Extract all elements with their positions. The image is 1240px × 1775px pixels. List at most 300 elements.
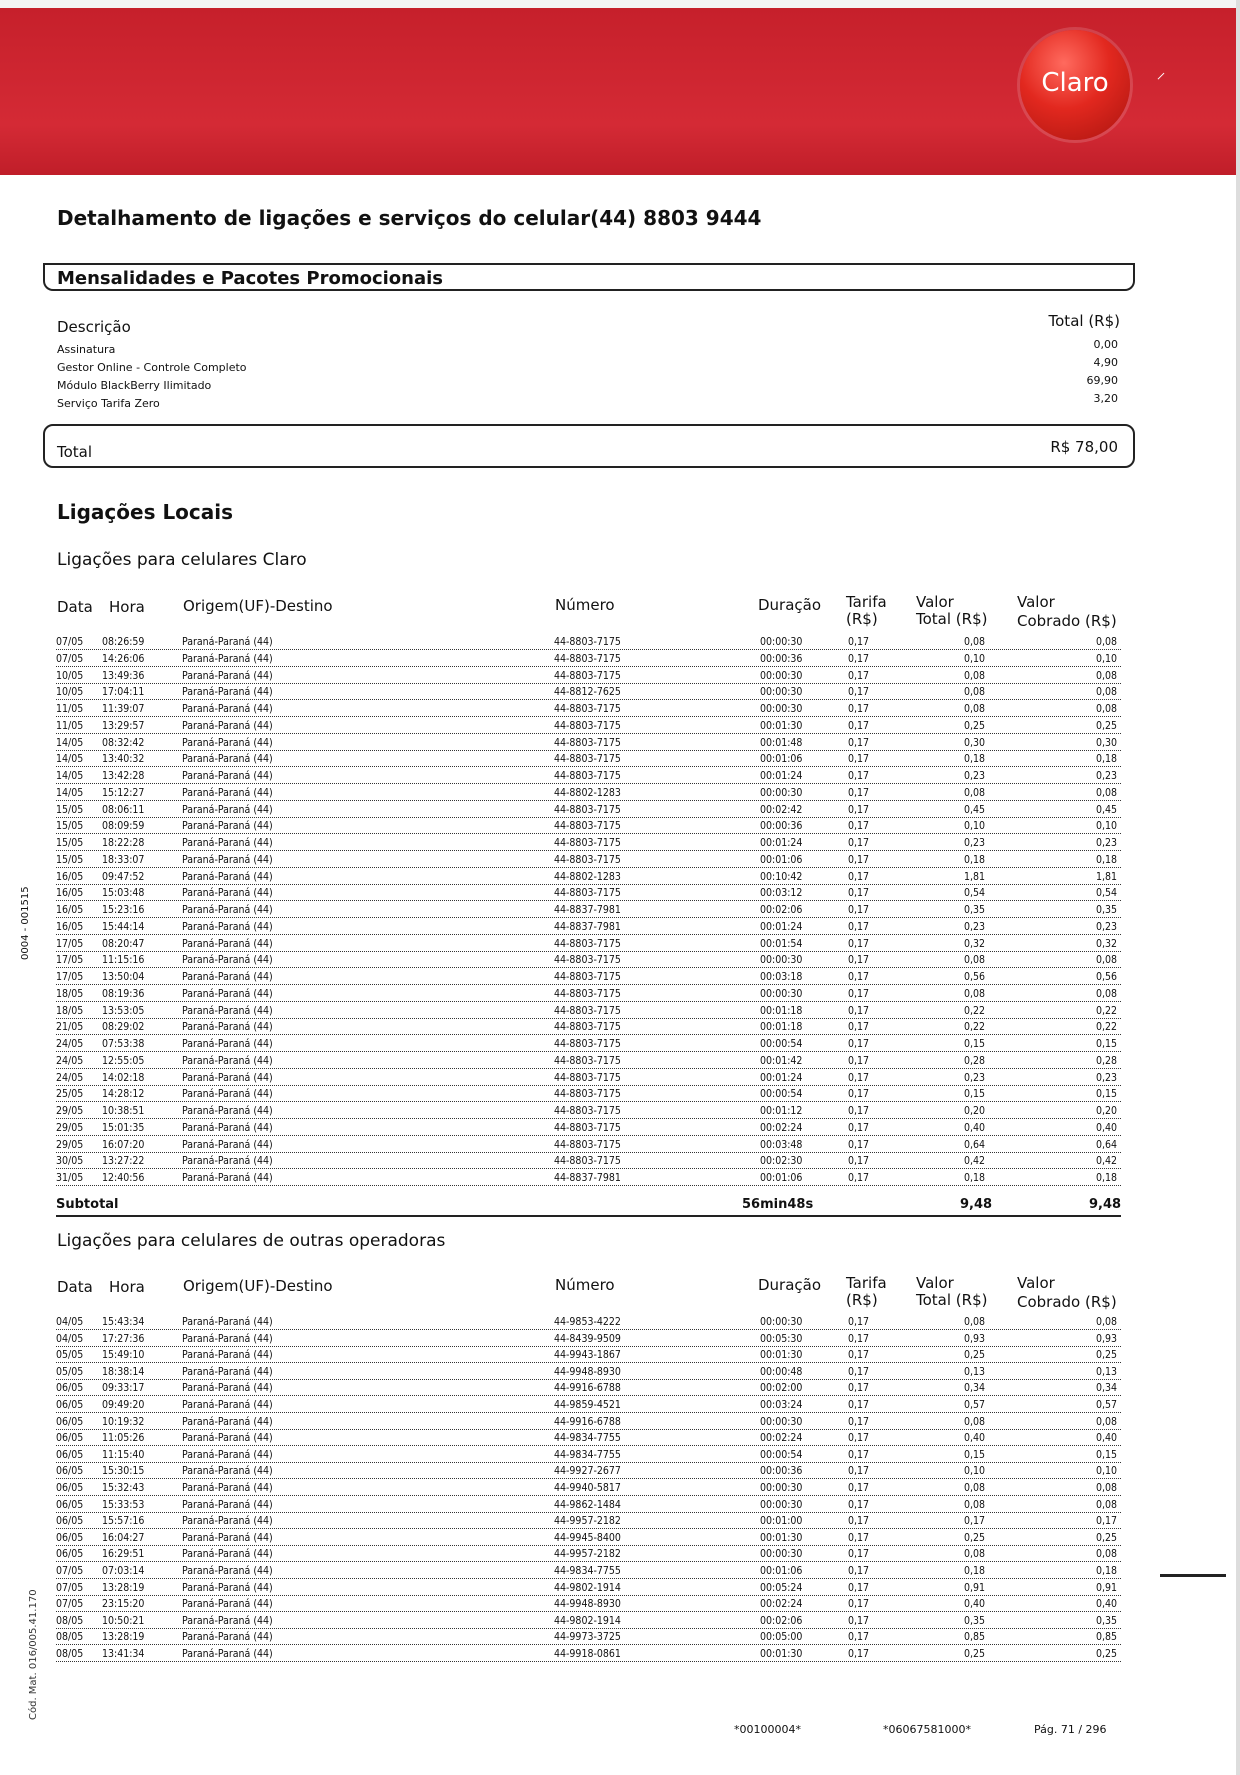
call-value-total: 0,08 [964, 1498, 986, 1511]
call-hour: 13:40:32 [102, 753, 145, 766]
table-row [56, 970, 1121, 985]
col-origem: Origem(UF)-Destino [183, 597, 333, 615]
call-value-charged: 0,25 [1096, 719, 1118, 732]
call-value-charged: 0,34 [1096, 1382, 1118, 1395]
call-origin: Paraná-Paraná (44) [182, 1004, 273, 1017]
call-origin: Paraná-Paraná (44) [182, 1105, 273, 1117]
call-tariff: 0,17 [848, 1548, 870, 1561]
call-hour: 15:43:34 [102, 1316, 145, 1328]
call-tariff: 0,17 [848, 686, 870, 699]
call-value-charged: 0,22 [1096, 1021, 1118, 1034]
call-value-charged: 0,23 [1096, 770, 1118, 782]
call-date: 10/05 [56, 669, 84, 682]
call-date: 06/05 [56, 1415, 84, 1428]
call-origin: Paraná-Paraná (44) [182, 853, 273, 866]
call-origin: Paraná-Paraná (44) [182, 1038, 273, 1050]
call-number: 44-8803-7175 [554, 937, 621, 950]
call-value-charged: 0,85 [1096, 1631, 1118, 1644]
call-hour: 16:07:20 [102, 1138, 145, 1151]
call-date: 05/05 [56, 1349, 84, 1362]
call-value-total: 0,08 [964, 954, 986, 967]
call-value-charged: 0,08 [1096, 1548, 1118, 1561]
call-number: 44-9853-4222 [554, 1316, 621, 1328]
call-value-total: 0,08 [964, 786, 986, 799]
call-hour: 10:19:32 [102, 1415, 145, 1428]
table-row [56, 1614, 1121, 1629]
call-number: 44-9945-8400 [554, 1531, 621, 1544]
call-tariff: 0,17 [848, 1432, 870, 1445]
table-row [56, 1154, 1121, 1169]
table-row [56, 1464, 1121, 1479]
call-duration: 00:00:36 [760, 1465, 803, 1478]
table-row [56, 1104, 1121, 1119]
table-row [56, 635, 1121, 650]
col-numero: Número [555, 596, 615, 614]
call-tariff: 0,17 [848, 770, 870, 782]
section-claro-heading: Ligações para celulares Claro [57, 550, 307, 570]
call-value-total: 0,08 [964, 1415, 986, 1428]
call-tariff: 0,17 [848, 1138, 870, 1151]
call-hour: 15:30:15 [102, 1465, 145, 1478]
call-origin: Paraná-Paraná (44) [182, 719, 273, 732]
table-row [56, 1630, 1121, 1645]
call-tariff: 0,17 [848, 1155, 870, 1168]
call-origin: Paraná-Paraná (44) [182, 1071, 273, 1084]
call-hour: 11:39:07 [102, 703, 145, 715]
call-duration: 00:00:30 [760, 703, 803, 715]
call-value-charged: 0,08 [1096, 703, 1118, 715]
call-number: 44-8803-7175 [554, 1088, 621, 1101]
call-origin: Paraná-Paraná (44) [182, 1548, 273, 1561]
call-value-charged: 0,08 [1096, 636, 1118, 648]
call-origin: Paraná-Paraná (44) [182, 1581, 273, 1594]
call-tariff: 0,17 [848, 1565, 870, 1577]
call-value-total: 0,08 [964, 1316, 986, 1328]
call-number: 44-8837-7981 [554, 920, 621, 933]
table-row [56, 1171, 1121, 1186]
call-duration: 00:00:30 [760, 1415, 803, 1428]
call-duration: 00:05:30 [760, 1332, 803, 1345]
call-value-charged: 0,15 [1096, 1038, 1118, 1050]
table-row [56, 769, 1121, 784]
call-origin: Paraná-Paraná (44) [182, 837, 273, 849]
call-duration: 00:01:30 [760, 1648, 803, 1660]
call-value-total: 0,42 [964, 1155, 986, 1168]
call-duration: 00:00:30 [760, 954, 803, 967]
col-tarifa-unit: (R$) [846, 1291, 878, 1309]
call-origin: Paraná-Paraná (44) [182, 736, 273, 749]
call-value-total: 0,23 [964, 920, 986, 933]
call-hour: 15:23:16 [102, 904, 145, 916]
call-hour: 13:41:34 [102, 1648, 145, 1660]
call-value-charged: 0,08 [1096, 1316, 1118, 1328]
table-row [56, 1498, 1121, 1513]
logo-text: Claro [1041, 68, 1109, 98]
call-value-charged: 0,23 [1096, 920, 1118, 933]
call-number: 44-9948-8930 [554, 1598, 621, 1611]
call-value-charged: 0,23 [1096, 1071, 1118, 1084]
call-number: 44-9834-7755 [554, 1448, 621, 1461]
table-row [56, 1564, 1121, 1579]
call-date: 06/05 [56, 1399, 84, 1411]
call-value-charged: 0,40 [1096, 1598, 1118, 1611]
call-number: 44-8803-7175 [554, 652, 621, 665]
call-origin: Paraná-Paraná (44) [182, 971, 273, 983]
call-number: 44-8837-7981 [554, 904, 621, 916]
call-value-total: 0,40 [964, 1598, 986, 1611]
call-tariff: 0,17 [848, 1648, 870, 1660]
call-origin: Paraná-Paraná (44) [182, 803, 273, 816]
col-data: Data [57, 1278, 93, 1296]
table-row [56, 886, 1121, 901]
call-value-total: 0,57 [964, 1399, 986, 1411]
call-origin: Paraná-Paraná (44) [182, 1155, 273, 1168]
call-number: 44-8803-7175 [554, 1021, 621, 1034]
call-number: 44-9943-1867 [554, 1349, 621, 1362]
call-tariff: 0,17 [848, 1598, 870, 1611]
call-hour: 07:53:38 [102, 1038, 145, 1050]
call-value-charged: 0,30 [1096, 736, 1118, 749]
call-value-total: 0,25 [964, 1349, 986, 1362]
call-number: 44-8803-7175 [554, 770, 621, 782]
call-duration: 00:00:54 [760, 1038, 803, 1050]
call-value-charged: 0,32 [1096, 937, 1118, 950]
call-tariff: 0,17 [848, 1531, 870, 1544]
call-date: 25/05 [56, 1088, 84, 1101]
col-valor-cobrado-unit: Cobrado (R$) [1017, 1293, 1117, 1311]
call-duration: 00:01:06 [760, 853, 803, 866]
call-value-total: 0,18 [964, 1172, 986, 1184]
call-hour: 15:03:48 [102, 887, 145, 900]
call-value-charged: 0,08 [1096, 786, 1118, 799]
call-tariff: 0,17 [848, 1399, 870, 1411]
call-tariff: 0,17 [848, 1498, 870, 1511]
call-date: 16/05 [56, 920, 84, 933]
call-duration: 00:05:00 [760, 1631, 803, 1644]
call-duration: 00:01:54 [760, 937, 803, 950]
call-hour: 13:28:19 [102, 1631, 145, 1644]
call-duration: 00:01:24 [760, 1071, 803, 1084]
call-tariff: 0,17 [848, 887, 870, 900]
call-duration: 00:01:24 [760, 837, 803, 849]
call-origin: Paraná-Paraná (44) [182, 636, 273, 648]
call-date: 24/05 [56, 1054, 84, 1067]
call-origin: Paraná-Paraná (44) [182, 1432, 273, 1445]
call-hour: 14:02:18 [102, 1071, 145, 1084]
table-row [56, 685, 1121, 700]
call-number: 44-9973-3725 [554, 1631, 621, 1644]
call-date: 14/05 [56, 736, 84, 749]
call-tariff: 0,17 [848, 1054, 870, 1067]
subtotal-row [56, 1193, 1121, 1217]
call-date: 05/05 [56, 1365, 84, 1378]
call-tariff: 0,17 [848, 652, 870, 665]
call-hour: 08:26:59 [102, 636, 145, 648]
call-value-charged: 0,25 [1096, 1531, 1118, 1544]
table-row [56, 1431, 1121, 1446]
call-hour: 13:42:28 [102, 770, 145, 782]
table-row [56, 853, 1121, 868]
call-number: 44-8803-7175 [554, 1054, 621, 1067]
call-tariff: 0,17 [848, 1614, 870, 1627]
call-origin: Paraná-Paraná (44) [182, 1399, 273, 1411]
col-origem: Origem(UF)-Destino [183, 1277, 333, 1295]
call-origin: Paraná-Paraná (44) [182, 920, 273, 933]
call-value-total: 0,13 [964, 1365, 986, 1378]
call-origin: Paraná-Paraná (44) [182, 770, 273, 782]
call-tariff: 0,17 [848, 736, 870, 749]
table-row [56, 953, 1121, 968]
call-hour: 13:27:22 [102, 1155, 145, 1168]
col-valor-cobrado-unit: Cobrado (R$) [1017, 612, 1117, 630]
call-value-charged: 0,93 [1096, 1332, 1118, 1345]
call-origin: Paraná-Paraná (44) [182, 987, 273, 1000]
call-origin: Paraná-Paraná (44) [182, 652, 273, 665]
call-value-total: 0,35 [964, 904, 986, 916]
call-hour: 10:38:51 [102, 1105, 145, 1117]
call-tariff: 0,17 [848, 1415, 870, 1428]
call-value-total: 0,28 [964, 1054, 986, 1067]
table-row [56, 803, 1121, 818]
call-value-charged: 0,22 [1096, 1004, 1118, 1017]
footer-code-2: *06067581000* [883, 1723, 971, 1736]
table-row [56, 1398, 1121, 1413]
call-value-total: 0,08 [964, 669, 986, 682]
table-row [56, 752, 1121, 767]
call-duration: 00:10:42 [760, 870, 803, 883]
call-date: 21/05 [56, 1021, 84, 1034]
call-tariff: 0,17 [848, 1004, 870, 1017]
call-value-total: 0,40 [964, 1432, 986, 1445]
call-date: 11/05 [56, 703, 84, 715]
call-duration: 00:00:36 [760, 652, 803, 665]
call-date: 14/05 [56, 770, 84, 782]
service-label: Serviço Tarifa Zero [57, 397, 160, 410]
call-value-total: 0,08 [964, 1548, 986, 1561]
call-date: 16/05 [56, 904, 84, 916]
call-duration: 00:01:24 [760, 920, 803, 933]
call-value-total: 0,08 [964, 987, 986, 1000]
call-value-total: 0,56 [964, 971, 986, 983]
call-duration: 00:01:00 [760, 1515, 803, 1528]
call-duration: 00:00:54 [760, 1088, 803, 1101]
call-value-total: 0,23 [964, 770, 986, 782]
call-number: 44-9916-6788 [554, 1382, 621, 1395]
call-value-total: 0,10 [964, 820, 986, 833]
call-number: 44-8803-7175 [554, 987, 621, 1000]
call-duration: 00:00:48 [760, 1365, 803, 1378]
call-hour: 18:22:28 [102, 837, 145, 849]
call-number: 44-9859-4521 [554, 1399, 621, 1411]
call-hour: 13:28:19 [102, 1581, 145, 1594]
call-number: 44-8803-7175 [554, 971, 621, 983]
call-tariff: 0,17 [848, 1038, 870, 1050]
call-value-charged: 0,15 [1096, 1448, 1118, 1461]
call-value-charged: 0,18 [1096, 1172, 1118, 1184]
call-hour: 13:49:36 [102, 669, 145, 682]
call-duration: 00:01:42 [760, 1054, 803, 1067]
call-date: 04/05 [56, 1332, 84, 1345]
call-number: 44-8803-7175 [554, 1105, 621, 1117]
table-row [56, 1037, 1121, 1052]
call-number: 44-8803-7175 [554, 1004, 621, 1017]
subtotal-valor-total: 9,48 [960, 1197, 993, 1212]
call-origin: Paraná-Paraná (44) [182, 1121, 273, 1134]
call-date: 07/05 [56, 1565, 84, 1577]
call-duration: 00:01:30 [760, 1531, 803, 1544]
call-value-charged: 0,40 [1096, 1432, 1118, 1445]
call-hour: 09:33:17 [102, 1382, 145, 1395]
call-duration: 00:01:30 [760, 719, 803, 732]
table-row [56, 736, 1121, 751]
call-origin: Paraná-Paraná (44) [182, 1415, 273, 1428]
call-date: 16/05 [56, 870, 84, 883]
call-value-charged: 0,08 [1096, 987, 1118, 1000]
call-value-total: 0,17 [964, 1515, 986, 1528]
call-tariff: 0,17 [848, 803, 870, 816]
col-duracao: Duração [758, 1276, 822, 1294]
call-tariff: 0,17 [848, 1448, 870, 1461]
call-number: 44-8803-7175 [554, 1155, 621, 1168]
call-tariff: 0,17 [848, 870, 870, 883]
call-tariff: 0,17 [848, 669, 870, 682]
call-tariff: 0,17 [848, 954, 870, 967]
col-tarifa-unit: (R$) [846, 610, 878, 628]
call-hour: 15:33:53 [102, 1498, 145, 1511]
call-value-charged: 0,25 [1096, 1648, 1118, 1660]
call-value-total: 0,10 [964, 1465, 986, 1478]
call-value-total: 0,22 [964, 1021, 986, 1034]
subtotal-valor-cobrado: 9,48 [1089, 1197, 1122, 1212]
call-date: 06/05 [56, 1498, 84, 1511]
call-number: 44-9957-2182 [554, 1515, 621, 1528]
call-value-charged: 0,18 [1096, 753, 1118, 766]
call-origin: Paraná-Paraná (44) [182, 1349, 273, 1362]
call-number: 44-9862-1484 [554, 1498, 621, 1511]
call-number: 44-8803-7175 [554, 736, 621, 749]
call-tariff: 0,17 [848, 786, 870, 799]
call-date: 07/05 [56, 1598, 84, 1611]
call-value-charged: 0,42 [1096, 1155, 1118, 1168]
mensalidades-title: Mensalidades e Pacotes Promocionais [57, 268, 444, 289]
call-duration: 00:02:06 [760, 904, 803, 916]
table-row [56, 1332, 1121, 1347]
call-date: 14/05 [56, 753, 84, 766]
total-header: Total (R$) [1048, 312, 1120, 330]
table-row [56, 1415, 1121, 1430]
call-origin: Paraná-Paraná (44) [182, 669, 273, 682]
call-hour: 11:05:26 [102, 1432, 145, 1445]
call-duration: 00:02:24 [760, 1598, 803, 1611]
call-value-charged: 0,35 [1096, 904, 1118, 916]
call-date: 07/05 [56, 652, 84, 665]
call-date: 08/05 [56, 1614, 84, 1627]
call-tariff: 0,17 [848, 1088, 870, 1101]
call-date: 06/05 [56, 1531, 84, 1544]
table-row [56, 1531, 1121, 1546]
table-row [56, 836, 1121, 851]
call-value-total: 0,93 [964, 1332, 986, 1345]
call-value-total: 0,20 [964, 1105, 986, 1117]
call-origin: Paraná-Paraná (44) [182, 786, 273, 799]
call-date: 10/05 [56, 686, 84, 699]
call-date: 11/05 [56, 719, 84, 732]
col-valor-total-unit: Total (R$) [916, 1291, 988, 1309]
call-value-total: 0,15 [964, 1088, 986, 1101]
call-hour: 16:29:51 [102, 1548, 145, 1561]
call-value-total: 0,22 [964, 1004, 986, 1017]
side-code: 0004 - 001515 [20, 886, 31, 960]
call-duration: 00:01:30 [760, 1349, 803, 1362]
call-value-total: 0,10 [964, 652, 986, 665]
call-tariff: 0,17 [848, 1382, 870, 1395]
call-duration: 00:00:30 [760, 686, 803, 699]
call-tariff: 0,17 [848, 1316, 870, 1328]
call-date: 08/05 [56, 1631, 84, 1644]
call-value-total: 0,08 [964, 703, 986, 715]
col-hora: Hora [109, 1278, 145, 1296]
call-tariff: 0,17 [848, 1021, 870, 1034]
call-origin: Paraná-Paraná (44) [182, 1498, 273, 1511]
call-duration: 00:00:30 [760, 1316, 803, 1328]
call-number: 44-8803-7175 [554, 1121, 621, 1134]
call-value-charged: 0,28 [1096, 1054, 1118, 1067]
call-duration: 00:02:00 [760, 1382, 803, 1395]
call-value-charged: 0,91 [1096, 1581, 1118, 1594]
call-value-total: 0,25 [964, 719, 986, 732]
call-tariff: 0,17 [848, 753, 870, 766]
call-duration: 00:02:06 [760, 1614, 803, 1627]
call-duration: 00:02:42 [760, 803, 803, 816]
call-tariff: 0,17 [848, 1121, 870, 1134]
call-origin: Paraná-Paraná (44) [182, 1172, 273, 1184]
table-row [56, 1481, 1121, 1496]
call-date: 15/05 [56, 803, 84, 816]
call-duration: 00:02:24 [760, 1121, 803, 1134]
call-number: 44-8803-7175 [554, 954, 621, 967]
call-tariff: 0,17 [848, 1349, 870, 1362]
service-value: 4,90 [1093, 356, 1118, 369]
call-number: 44-8837-7981 [554, 1172, 621, 1184]
call-value-total: 0,64 [964, 1138, 986, 1151]
table-row [56, 1597, 1121, 1612]
call-origin: Paraná-Paraná (44) [182, 1648, 273, 1660]
call-value-total: 0,45 [964, 803, 986, 816]
call-hour: 15:32:43 [102, 1482, 145, 1494]
call-date: 14/05 [56, 786, 84, 799]
call-value-total: 0,08 [964, 1482, 986, 1494]
call-number: 44-9927-2677 [554, 1465, 621, 1478]
call-origin: Paraná-Paraná (44) [182, 1482, 273, 1494]
page-edge [1236, 0, 1240, 1775]
call-origin: Paraná-Paraná (44) [182, 1088, 273, 1101]
call-number: 44-9802-1914 [554, 1581, 621, 1594]
call-value-total: 0,85 [964, 1631, 986, 1644]
col-valor-cobrado: Valor [1017, 593, 1055, 611]
call-duration: 00:00:30 [760, 1548, 803, 1561]
total-value: R$ 78,00 [1050, 438, 1118, 456]
call-value-charged: 0,08 [1096, 686, 1118, 699]
call-date: 06/05 [56, 1382, 84, 1395]
call-tariff: 0,17 [848, 937, 870, 950]
call-value-total: 0,40 [964, 1121, 986, 1134]
call-hour: 23:15:20 [102, 1598, 145, 1611]
table-row [56, 1448, 1121, 1463]
call-value-charged: 0,10 [1096, 820, 1118, 833]
call-duration: 00:00:30 [760, 987, 803, 1000]
table-row [56, 819, 1121, 834]
service-label: Gestor Online - Controle Completo [57, 361, 247, 374]
